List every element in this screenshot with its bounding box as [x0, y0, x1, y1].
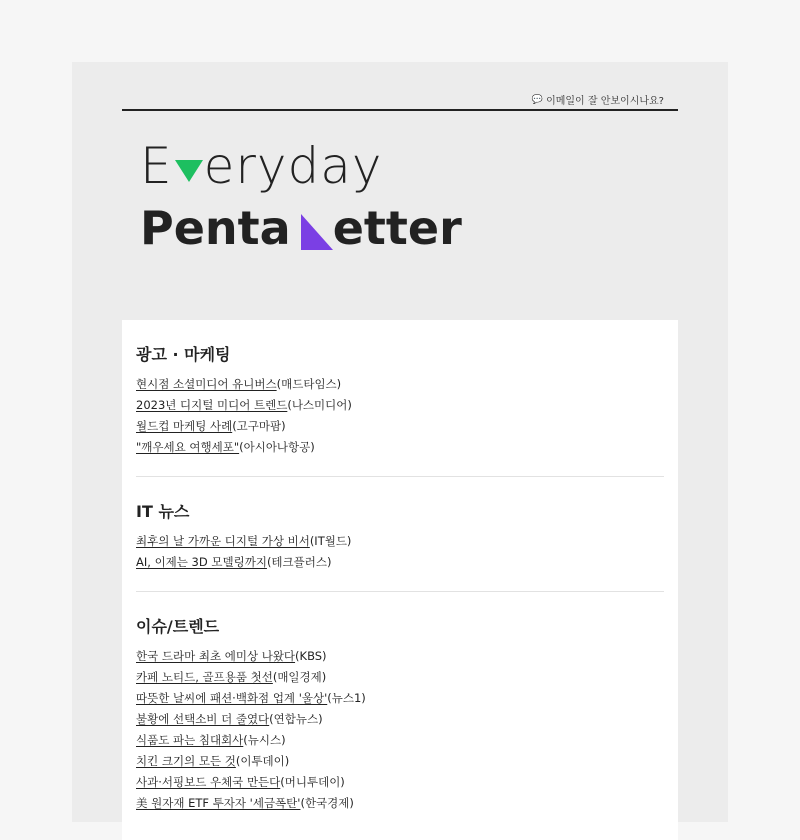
list-item [136, 437, 664, 458]
section-title: 광고 · 마케팅 [136, 345, 231, 364]
article-link[interactable]: AI, 이제는 3D 모델링까지 [136, 555, 267, 569]
article-source: (한국경제) [300, 796, 354, 810]
article-list [136, 374, 664, 458]
article-source: (IT월드) [309, 534, 352, 548]
list-item [136, 531, 664, 552]
article-source: (고구마팜) [232, 419, 286, 433]
list-item [136, 395, 664, 416]
article-source: (연합뉴스) [269, 712, 323, 726]
view-in-browser-link[interactable] [532, 92, 664, 107]
view-in-browser-label: 이메일이 잘 안보이시나요? [546, 96, 664, 107]
article-source: (아시아나항공) [239, 440, 315, 454]
logo-text-etter: etter [332, 201, 462, 255]
article-link[interactable]: 2023년 디지털 미디어 트렌드 [136, 398, 288, 412]
article-link[interactable]: 美 원자재 ETF 투자자 '세금폭탄' [136, 796, 301, 810]
content-card [122, 320, 678, 840]
article-list [136, 531, 664, 573]
article-source: (머니투데이) [280, 775, 345, 789]
article-link[interactable]: 따뜻한 날씨에 패션·백화점 업계 '울상' [136, 691, 328, 705]
article-link[interactable]: 치킨 크기의 모든 것 [136, 754, 236, 768]
article-source: (KBS) [295, 649, 327, 663]
list-item [136, 709, 664, 730]
section-title: 이슈/트렌드 [136, 617, 220, 636]
list-item [136, 772, 664, 793]
section-title: IT 뉴스 [136, 502, 190, 521]
article-link[interactable]: 카페 노티드, 골프용품 첫선 [136, 670, 273, 684]
logo [140, 137, 462, 255]
article-source: (매드타임스) [276, 377, 342, 391]
green-triangle-icon [175, 160, 203, 182]
section-marketing [122, 320, 678, 458]
list-item [136, 416, 664, 437]
logo-line-penta-letter [140, 202, 462, 254]
article-source: (매일경제) [272, 670, 327, 684]
list-item [136, 688, 664, 709]
top-bar [122, 92, 678, 111]
article-link[interactable]: 한국 드라마 최초 에미상 나왔다 [136, 649, 296, 663]
article-link[interactable]: 불황에 선택소비 더 줄였다 [136, 712, 270, 726]
list-item [136, 552, 664, 573]
list-item [136, 667, 664, 688]
article-source: (이투데이) [235, 754, 290, 768]
article-link[interactable]: 월드컵 마케팅 사례 [136, 419, 233, 433]
logo-text-penta: Penta [140, 201, 291, 255]
article-source: (뉴시스) [243, 733, 286, 747]
list-item [136, 374, 664, 395]
article-link[interactable]: 최후의 날 가까운 디지털 가상 비서 [136, 534, 310, 548]
article-source: (테크플러스) [266, 555, 332, 569]
speech-bubble-icon: 💬 [531, 94, 544, 105]
article-source: (나스미디어) [287, 398, 352, 412]
section-issue-trend [122, 592, 678, 814]
list-item [136, 793, 664, 814]
logo-line-everyday [140, 137, 462, 195]
article-source: (뉴스1) [327, 691, 366, 705]
article-list [136, 646, 664, 814]
purple-triangle-icon [301, 214, 333, 250]
article-link[interactable]: 식품도 파는 침대회사 [136, 733, 244, 747]
list-item [136, 646, 664, 667]
article-link[interactable]: 현시점 소셜미디어 유니버스 [136, 377, 277, 391]
article-link[interactable]: 사과·서핑보드 우체국 만든다 [136, 775, 281, 789]
article-link[interactable]: "깨우세요 여행세포" [136, 440, 240, 454]
newsletter-panel [72, 62, 728, 822]
logo-text-e: E [140, 137, 173, 195]
logo-text-eryday: eryday [203, 137, 383, 195]
list-item [136, 730, 664, 751]
section-it-news [122, 477, 678, 573]
list-item [136, 751, 664, 772]
